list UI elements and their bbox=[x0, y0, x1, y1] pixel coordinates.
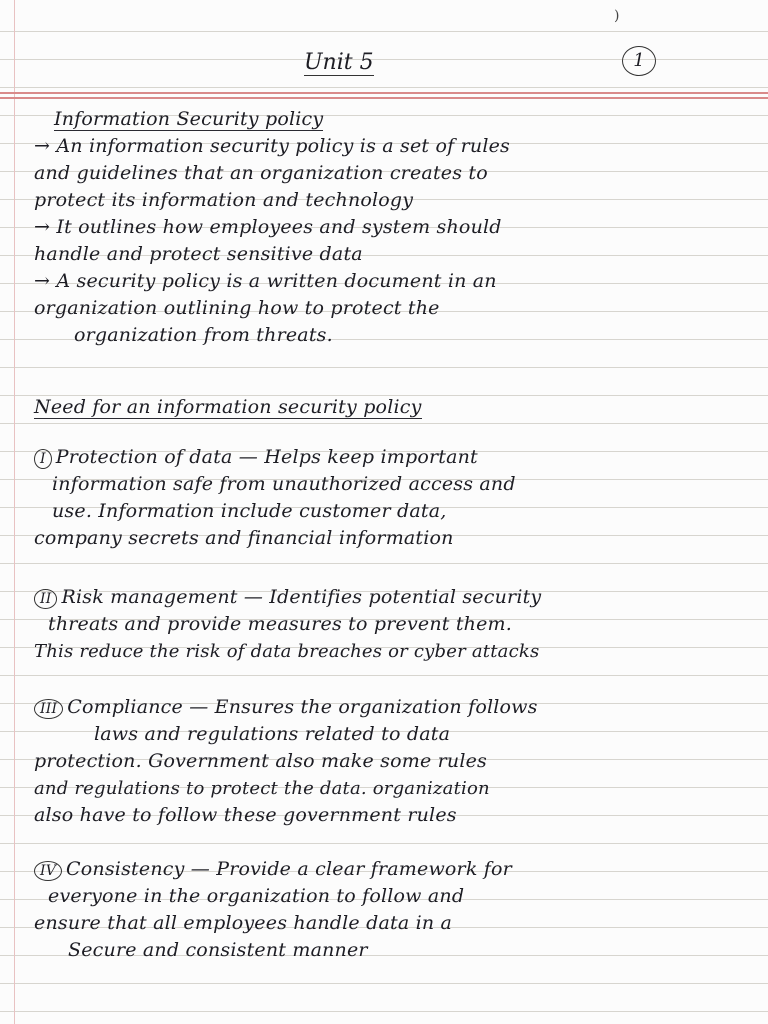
intro-line: protect its information and technology bbox=[34, 189, 414, 211]
section-line: Risk management — Identifies potential security bbox=[61, 586, 542, 608]
numeral-badge: III bbox=[34, 699, 63, 719]
section-line: Compliance — Ensures the organization follows bbox=[67, 696, 538, 718]
intro-line: and guidelines that an organization creates to bbox=[34, 162, 488, 184]
section-line: everyone in the organization to follow and bbox=[48, 885, 465, 907]
intro-line: → An information security policy is a set of rules bbox=[34, 135, 511, 157]
margin-line bbox=[14, 0, 15, 1024]
page-number: 1 bbox=[622, 46, 656, 76]
section-line: company secrets and financial information bbox=[34, 527, 454, 549]
section-line: Consistency — Provide a clear framework for bbox=[66, 858, 512, 880]
corner-mark: ) bbox=[614, 8, 620, 24]
numeral-badge: II bbox=[34, 589, 57, 609]
section-line: This reduce the risk of data breaches or cyber attacks bbox=[34, 641, 540, 662]
section-risk-management bbox=[34, 584, 758, 665]
intro-line: → A security policy is a written document in an bbox=[34, 270, 497, 292]
section-line: ensure that all employees handle data in a bbox=[34, 912, 453, 934]
section-line: threats and provide measures to prevent them. bbox=[48, 613, 513, 635]
section-line: and regulations to protect the data. organization bbox=[34, 778, 490, 799]
section-compliance bbox=[34, 694, 758, 829]
section-consistency bbox=[34, 856, 758, 964]
intro-block bbox=[34, 106, 758, 349]
intro-line: → It outlines how employees and system should bbox=[34, 216, 502, 238]
unit-heading: Unit 5 bbox=[304, 50, 374, 75]
numeral-badge: I bbox=[34, 449, 52, 469]
section-line: also have to follow these government rules bbox=[34, 804, 457, 826]
section-line: laws and regulations related to data bbox=[94, 723, 451, 745]
numeral-badge: IV bbox=[34, 861, 62, 881]
intro-line: handle and protect sensitive data bbox=[34, 243, 363, 265]
need-heading-block bbox=[34, 394, 758, 421]
need-heading: Need for an information security policy bbox=[34, 396, 422, 418]
section-protection-of-data bbox=[34, 444, 758, 552]
section-line: Secure and consistent manner bbox=[68, 939, 368, 961]
intro-line: organization outlining how to protect the bbox=[34, 297, 440, 319]
header-rule-top bbox=[0, 92, 768, 94]
intro-line: organization from threats. bbox=[74, 324, 333, 346]
section-line: Protection of data — Helps keep important bbox=[55, 446, 478, 468]
section-line: protection. Government also make some rules bbox=[34, 750, 488, 772]
section-title: Information Security policy bbox=[54, 108, 324, 130]
header-rule-bottom bbox=[0, 97, 768, 99]
section-line: information safe from unauthorized access and bbox=[52, 473, 516, 495]
section-line: use. Information include customer data, bbox=[52, 500, 447, 522]
